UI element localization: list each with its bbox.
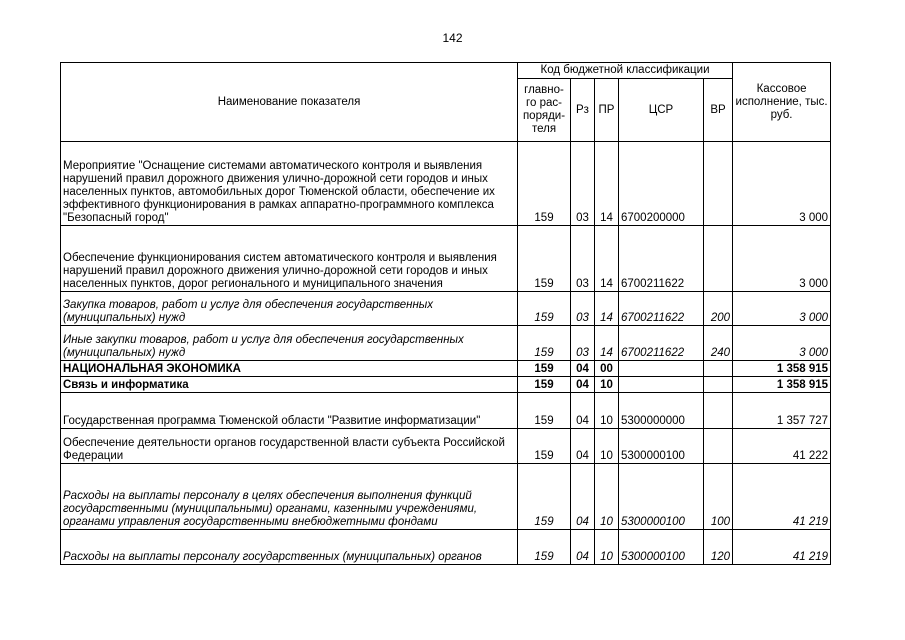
row-sum: 3 000	[733, 226, 831, 292]
row-csr: 6700211622	[619, 292, 704, 326]
row-pr: 14	[595, 142, 619, 226]
row-glav: 159	[518, 361, 571, 377]
row-vr	[704, 361, 733, 377]
page-number: 142	[442, 31, 463, 45]
table-row	[61, 393, 831, 429]
row-glav: 159	[518, 530, 571, 565]
row-pr: 14	[595, 292, 619, 326]
row-rz: 04	[571, 361, 595, 377]
row-csr: 6700211622	[619, 326, 704, 361]
row-sum: 1 357 727	[733, 393, 831, 429]
table-row	[61, 429, 831, 464]
row-pr: 10	[595, 429, 619, 464]
row-rz: 04	[571, 464, 595, 530]
row-vr	[704, 226, 733, 292]
row-sum: 1 358 915	[733, 377, 831, 393]
row-pr: 00	[595, 361, 619, 377]
table-row	[61, 377, 831, 393]
row-sum: 41 219	[733, 530, 831, 565]
row-vr	[704, 393, 733, 429]
header-glav: главно-го рас-поряди-теля	[518, 79, 571, 142]
row-glav: 159	[518, 292, 571, 326]
row-rz: 03	[571, 226, 595, 292]
row-name: Иные закупки товаров, работ и услуг для обеспечения государственных (муниципальных) нужд	[61, 326, 518, 361]
row-rz: 03	[571, 142, 595, 226]
row-name: Государственная программа Тюменской области "Развитие информатизации"	[61, 393, 518, 429]
row-csr: 6700200000	[619, 142, 704, 226]
row-glav: 159	[518, 142, 571, 226]
row-pr: 10	[595, 464, 619, 530]
row-csr: 5300000000	[619, 393, 704, 429]
header-csr: ЦСР	[619, 79, 704, 142]
row-name: Расходы на выплаты персоналу государственных (муниципальных) органов	[61, 530, 518, 565]
row-pr: 14	[595, 226, 619, 292]
row-vr: 120	[704, 530, 733, 565]
table-row	[61, 142, 831, 226]
budget-table	[60, 62, 831, 565]
table-row	[61, 326, 831, 361]
row-name: Связь и информатика	[61, 377, 518, 393]
row-sum: 3 000	[733, 326, 831, 361]
row-vr	[704, 429, 733, 464]
row-rz: 04	[571, 377, 595, 393]
row-glav: 159	[518, 429, 571, 464]
header-rz: Рз	[571, 79, 595, 142]
header-vr: ВР	[704, 79, 733, 142]
header-pr: ПР	[595, 79, 619, 142]
row-sum: 41 222	[733, 429, 831, 464]
row-sum: 3 000	[733, 292, 831, 326]
table-row	[61, 464, 831, 530]
row-glav: 159	[518, 464, 571, 530]
row-pr: 10	[595, 393, 619, 429]
table-row	[61, 292, 831, 326]
header-name: Наименование показателя	[61, 63, 518, 142]
row-vr	[704, 377, 733, 393]
row-rz: 03	[571, 326, 595, 361]
row-sum: 1 358 915	[733, 361, 831, 377]
header-sum: Кассовое исполнение, тыс. руб.	[733, 63, 831, 142]
row-pr: 10	[595, 530, 619, 565]
row-vr: 100	[704, 464, 733, 530]
row-glav: 159	[518, 393, 571, 429]
table-row	[61, 530, 831, 565]
row-vr	[704, 142, 733, 226]
row-name: Обеспечение функционирования систем автоматического контроля и выявления нарушений правил дорожного движения улично-дорожной сети городов и иных населенных пунктов, дорог регионального и муниципального значения	[61, 226, 518, 292]
row-rz: 04	[571, 393, 595, 429]
row-glav: 159	[518, 226, 571, 292]
row-pr: 10	[595, 377, 619, 393]
table-header-row	[61, 63, 831, 79]
row-name: Закупка товаров, работ и услуг для обеспечения государственных (муниципальных) нужд	[61, 292, 518, 326]
row-name: Расходы на выплаты персоналу в целях обеспечения выполнения функций государственными (муниципальными) органами, казенными учреждениями, органами управления государственными внебюджетными фондами	[61, 464, 518, 530]
row-glav: 159	[518, 377, 571, 393]
table-row	[61, 361, 831, 377]
row-csr: 5300000100	[619, 464, 704, 530]
row-rz: 03	[571, 292, 595, 326]
row-rz: 04	[571, 429, 595, 464]
row-csr	[619, 361, 704, 377]
table-row	[61, 226, 831, 292]
row-name: НАЦИОНАЛЬНАЯ ЭКОНОМИКА	[61, 361, 518, 377]
row-vr: 240	[704, 326, 733, 361]
row-sum: 3 000	[733, 142, 831, 226]
row-name: Мероприятие "Оснащение системами автоматического контроля и выявления нарушений правил дорожного движения улично-дорожной сети городов и иных населенных пунктов, автомобильных дорог Тюменской области, обеспечение их эффективного функционирования в рамках аппаратно-программного комплекса "Безопасный город"	[61, 142, 518, 226]
row-vr: 200	[704, 292, 733, 326]
row-sum: 41 219	[733, 464, 831, 530]
row-pr: 14	[595, 326, 619, 361]
row-csr: 6700211622	[619, 226, 704, 292]
row-name: Обеспечение деятельности органов государственной власти субъекта Российской Федерации	[61, 429, 518, 464]
row-csr: 5300000100	[619, 429, 704, 464]
row-csr: 5300000100	[619, 530, 704, 565]
header-code-group: Код бюджетной классификации	[518, 63, 733, 79]
row-glav: 159	[518, 326, 571, 361]
row-csr	[619, 377, 704, 393]
row-rz: 04	[571, 530, 595, 565]
